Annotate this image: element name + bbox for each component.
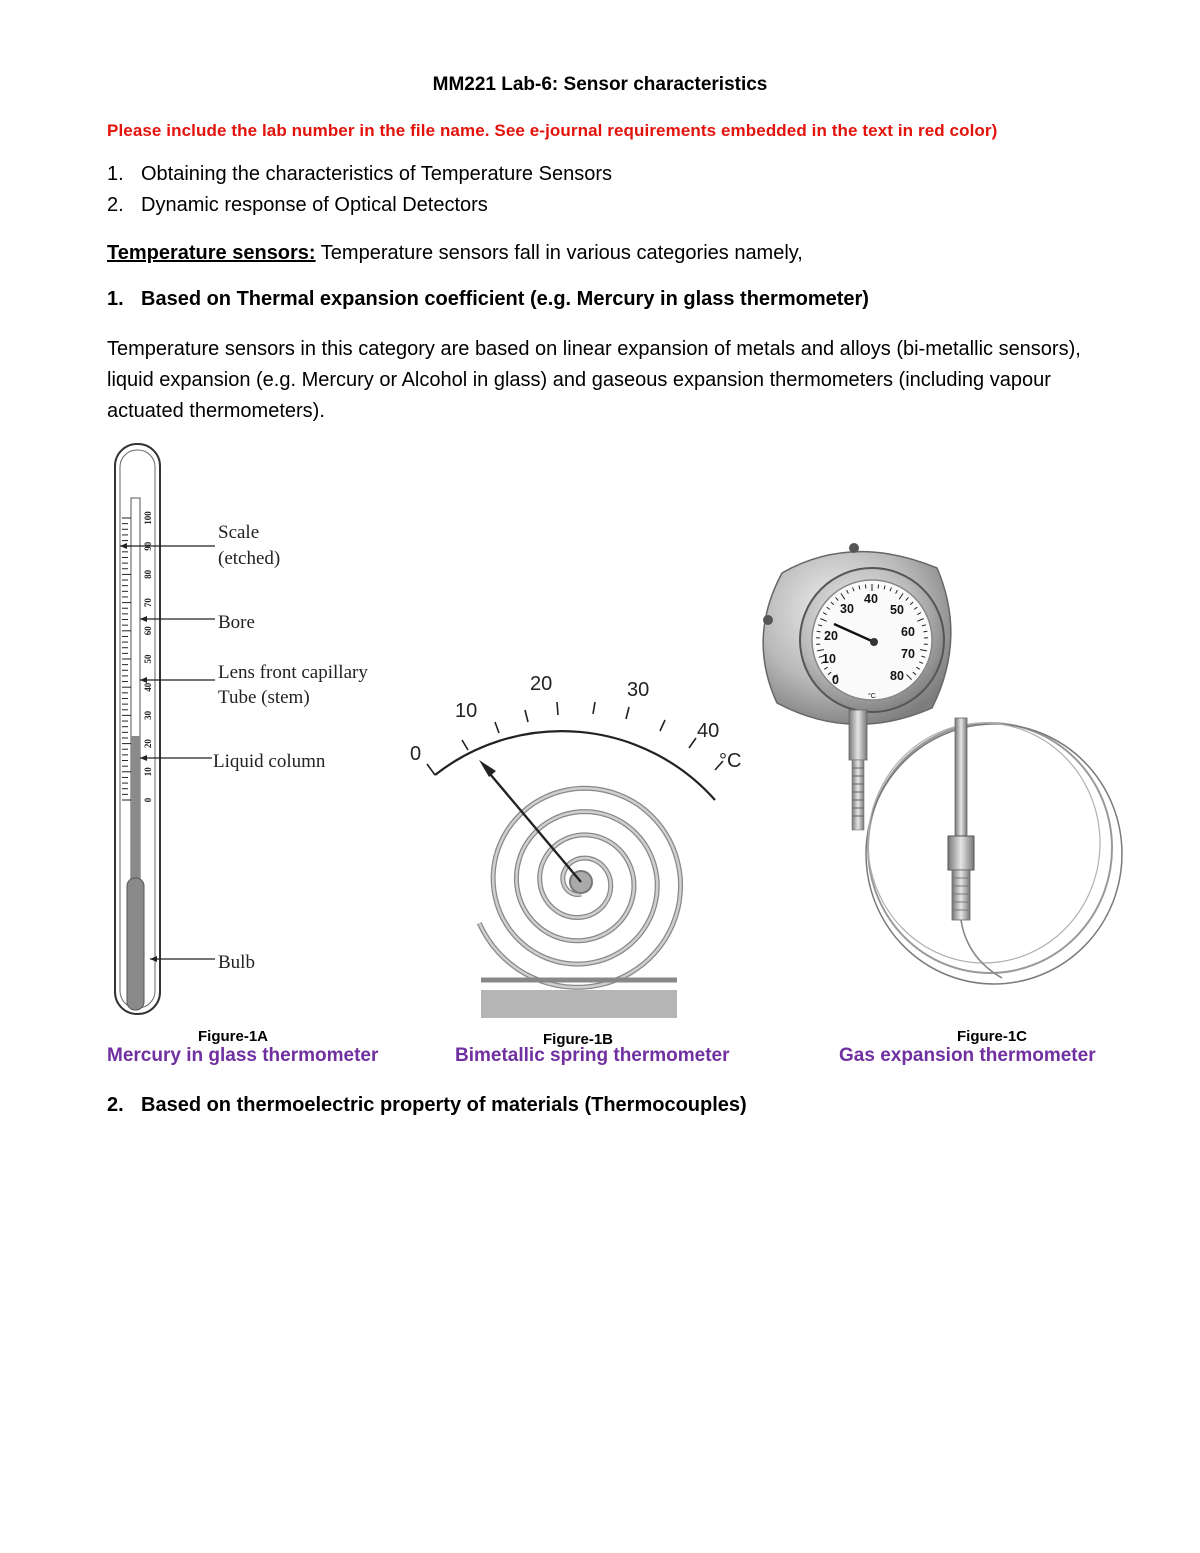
figure-1b-label: Figure-1B xyxy=(543,1031,614,1048)
label-bulb: Bulb xyxy=(218,952,255,973)
dial-number: 10 xyxy=(455,700,478,722)
dial-number: 70 xyxy=(901,647,915,661)
scale-number: 100 xyxy=(143,511,153,525)
dial-number: 20 xyxy=(824,629,838,643)
dial-number: 40 xyxy=(864,592,878,606)
objective-item xyxy=(107,163,612,186)
figure-1c-label: Figure-1C xyxy=(957,1028,1028,1045)
dial-number: 20 xyxy=(530,673,553,695)
dial-number: 30 xyxy=(627,679,650,701)
section-text: Based on Thermal expansion coefficient (e.g. Mercury in glass thermometer) xyxy=(141,288,869,310)
list-text: Obtaining the characteristics of Temperature Sensors xyxy=(141,163,612,185)
figure-1c-caption: Gas expansion thermometer xyxy=(839,1045,1096,1066)
dial-number: 40 xyxy=(697,720,720,742)
scale-number: 70 xyxy=(143,598,153,608)
dial-number: 50 xyxy=(890,603,904,617)
list-number: 2. xyxy=(107,1094,124,1116)
temp-sensors-intro xyxy=(107,242,803,265)
red-note: Please include the lab number in the file name. See e-journal requirements embedded in the text in red color) xyxy=(107,121,998,140)
temp-sensors-heading: Temperature sensors: xyxy=(107,242,316,264)
section-text: Based on thermoelectric property of materials (Thermocouples) xyxy=(141,1094,747,1116)
figure-1a-caption: Mercury in glass thermometer xyxy=(107,1045,379,1066)
objective-item xyxy=(107,194,488,217)
list-number: 1. xyxy=(107,288,124,310)
list-text: Dynamic response of Optical Detectors xyxy=(141,194,488,216)
list-number: 2. xyxy=(107,194,124,216)
label-etched: (etched) xyxy=(218,548,281,569)
label-bore: Bore xyxy=(218,612,255,633)
scale-number: 50 xyxy=(143,654,153,664)
dial-unit: °C xyxy=(868,693,876,700)
figure-1a-thermometer xyxy=(100,438,400,1023)
dial-number: 0 xyxy=(832,673,839,687)
label-tube: Tube (stem) xyxy=(218,687,310,708)
list-number: 1. xyxy=(107,163,124,185)
dial-number: 0 xyxy=(410,743,422,765)
label-scale: Scale xyxy=(218,522,260,543)
page-title: MM221 Lab-6: Sensor characteristics xyxy=(432,74,768,95)
scale-number: 80 xyxy=(143,569,153,579)
label-liquid-column: Liquid column xyxy=(213,751,326,772)
dial-tick xyxy=(817,631,821,632)
dial-tick xyxy=(865,584,866,588)
figure-1b-bimetallic xyxy=(405,660,755,1020)
body-paragraph: Temperature sensors in this category are based on linear expansion of metals and alloys (bi-metallic sensors), liquid expansion (e.g. Mercury or Alcohol in glass) and gaseous expansion thermometers (including vapour actuated thermometers). xyxy=(107,338,1081,422)
scale-number: 90 xyxy=(143,541,153,551)
dial-unit: °C xyxy=(719,750,742,772)
figure-1b-caption: Bimetallic spring thermometer xyxy=(455,1045,730,1066)
label-lens: Lens front capillary xyxy=(218,662,368,683)
scale-number: 30 xyxy=(143,710,153,720)
figure-1a-label: Figure-1A xyxy=(198,1028,269,1045)
section-2-heading xyxy=(107,1094,747,1117)
scale-number: 0 xyxy=(143,797,153,803)
scale-number: 40 xyxy=(143,682,153,692)
dial-number: 10 xyxy=(822,652,836,666)
dial-number: 80 xyxy=(890,669,904,683)
section-1-heading xyxy=(107,288,869,311)
scale-number: 60 xyxy=(143,626,153,636)
dial-number: 30 xyxy=(840,602,854,616)
scale-number: 20 xyxy=(143,739,153,749)
dial-tick xyxy=(878,584,879,588)
dial-number: 60 xyxy=(901,625,915,639)
dial-tick xyxy=(923,631,927,632)
figure-1c-gas-thermometer xyxy=(752,538,1132,1018)
temp-sensors-text: Temperature sensors fall in various categories namely, xyxy=(315,242,803,264)
scale-number: 10 xyxy=(143,767,153,777)
